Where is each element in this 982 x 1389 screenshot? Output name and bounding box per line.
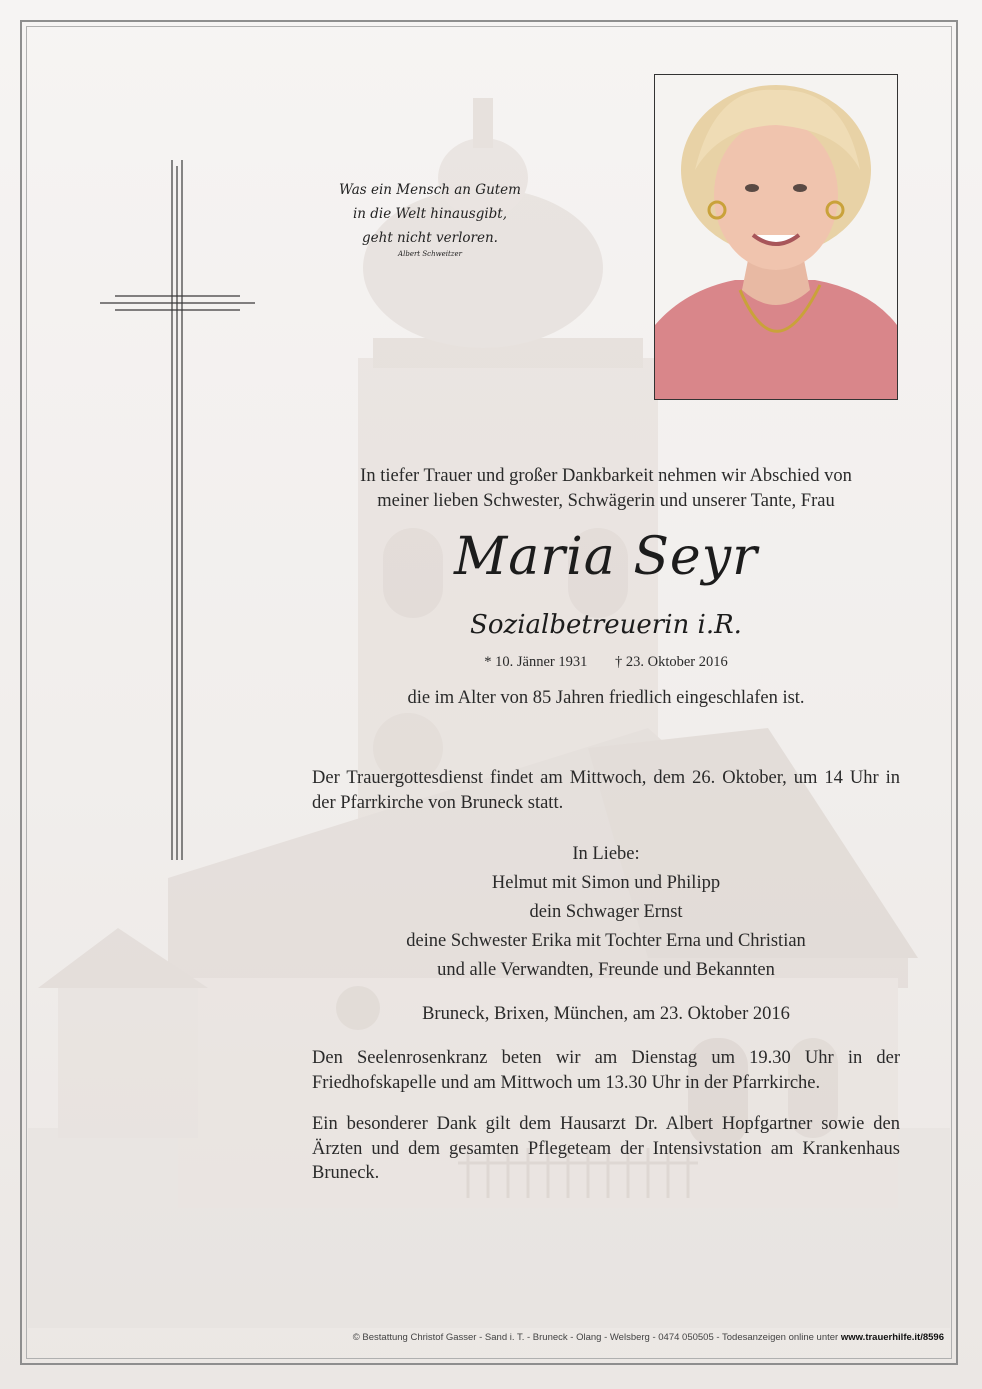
mourner-line: deine Schwester Erika mit Tochter Erna und Christian bbox=[406, 931, 806, 951]
age-line: die im Alter von 85 Jahren friedlich eingeschlafen ist. bbox=[407, 688, 805, 708]
life-dates bbox=[312, 652, 900, 672]
quote-block bbox=[330, 178, 530, 260]
deceased-name: Maria Seyr bbox=[454, 527, 758, 587]
footer-text: © Bestattung Christof Gasser - Sand i. T. - Bruneck - Olang - Welsberg - 0474 050505 - Todesanzeigen online unter bbox=[352, 1332, 841, 1343]
intro-line: meiner lieben Schwester, Schwägerin und unserer Tante, Frau bbox=[377, 490, 835, 511]
rosary-text: Den Seelenrosenkranz beten wir am Dienstag um 19.30 Uhr in der Friedhofskapelle und am Mittwoch um 13.30 Uhr in der Pfarrkirche. bbox=[312, 1048, 900, 1093]
mourner-line: Helmut mit Simon und Philipp bbox=[491, 873, 721, 893]
place-date: Bruneck, Brixen, München, am 23. Oktober 2016 bbox=[422, 1004, 790, 1024]
quote-line: Was ein Mensch an Gutem bbox=[339, 182, 521, 198]
service-text: Der Trauergottesdienst findet am Mittwoch, dem 26. Oktober, um 14 Uhr in der Pfarrkirche von Bruneck statt. bbox=[312, 768, 900, 813]
deceased-title: Sozialbetreuerin i.R. bbox=[470, 610, 742, 640]
cross-icon bbox=[100, 160, 255, 870]
mourner-line: dein Schwager Ernst bbox=[529, 902, 683, 922]
footer bbox=[28, 1332, 944, 1343]
thanks-text: Ein besonderer Dank gilt dem Hausarzt Dr. Albert Hopfgartner sowie den Ärzten und dem gesamten Pflegeteam der Intensivstation am Krankenhaus Bruneck. bbox=[312, 1114, 900, 1183]
mourner-line: und alle Verwandten, Freunde und Bekannten bbox=[437, 960, 775, 980]
quote-line: in die Welt hinausgibt, bbox=[352, 206, 508, 222]
death-date: † 23. Oktober 2016 bbox=[614, 654, 728, 670]
intro-text bbox=[312, 464, 900, 513]
mourners-block bbox=[312, 840, 900, 985]
birth-date: * 10. Jänner 1931 bbox=[484, 654, 588, 670]
intro-line: In tiefer Trauer und großer Dankbarkeit nehmen wir Abschied von bbox=[360, 466, 852, 486]
quote-author: Albert Schweitzer bbox=[398, 250, 462, 258]
mourners-heading: In Liebe: bbox=[572, 844, 640, 864]
portrait-photo bbox=[654, 74, 898, 400]
quote-line: geht nicht verloren. bbox=[362, 230, 498, 246]
footer-link[interactable]: www.trauerhilfe.it/8596 bbox=[840, 1332, 944, 1343]
